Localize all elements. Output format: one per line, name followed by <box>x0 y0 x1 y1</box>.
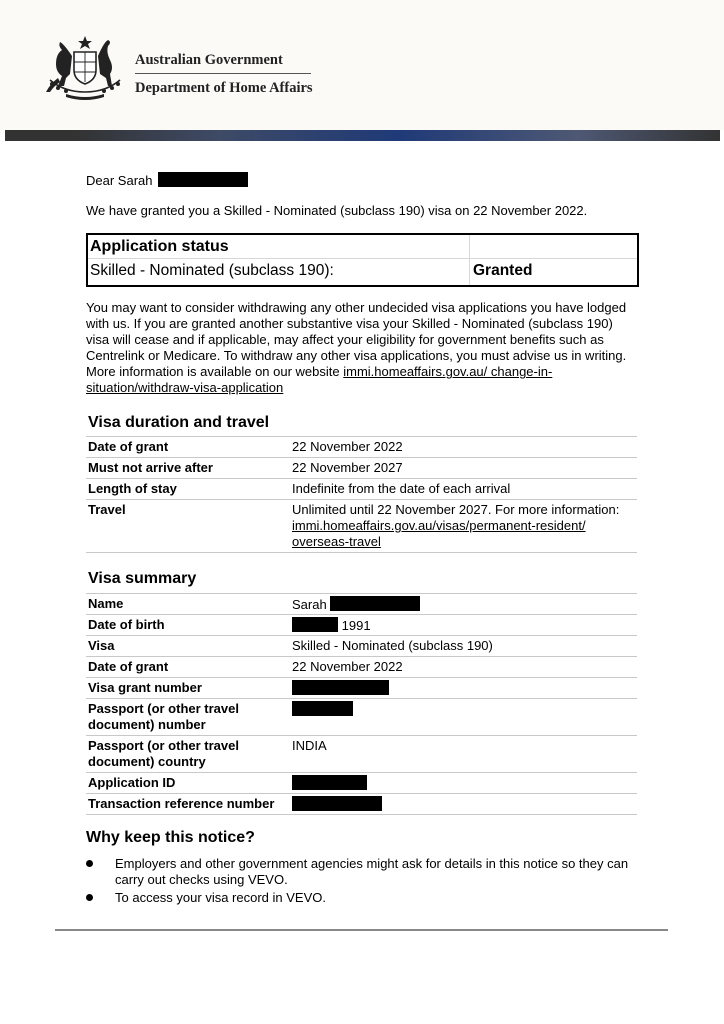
status-column-divider <box>469 235 470 285</box>
row-value <box>292 596 637 613</box>
row-label: Must not arrive after <box>88 460 213 475</box>
redacted-passport-number <box>292 701 353 716</box>
bullet-icon <box>86 894 93 901</box>
why-keep-notice-title: Why keep this notice? <box>86 829 255 846</box>
status-title: Application status <box>90 238 229 255</box>
row-label: Passport (or other travel document) country <box>88 738 239 769</box>
name-value: Sarah <box>292 597 327 612</box>
application-status-box <box>86 233 639 287</box>
row-value <box>292 680 637 697</box>
greeting <box>86 172 248 189</box>
table-row <box>86 479 637 500</box>
grant-statement: We have granted you a Skilled - Nominated (subclass 190) visa on 22 November 2022. <box>86 203 588 218</box>
row-label: Length of stay <box>88 481 177 496</box>
table-row <box>86 458 637 479</box>
row-label: Visa grant number <box>88 680 202 695</box>
withdraw-info-link[interactable]: immi.homeaffairs.gov.au/ change-in-situation/withdraw-visa-application <box>86 364 553 396</box>
status-divider <box>88 258 637 259</box>
table-row <box>86 678 637 699</box>
row-value: INDIA <box>292 738 327 753</box>
row-label: Name <box>88 596 124 611</box>
status-value: Granted <box>473 262 533 279</box>
department-name: Department of Home Affairs <box>135 80 313 96</box>
greeting-text: Dear Sarah <box>86 173 153 188</box>
table-row <box>86 736 637 773</box>
birth-year: 1991 <box>341 618 371 633</box>
duration-section-title: Visa duration and travel <box>88 414 270 431</box>
bullet-icon <box>86 860 93 867</box>
row-label: Date of grant <box>88 659 169 674</box>
row-label: Date of grant <box>88 439 169 454</box>
redacted-surname <box>330 596 420 611</box>
redacted-grant-number <box>292 680 389 695</box>
header-accent-bar <box>5 130 720 141</box>
redacted-transaction-reference <box>292 796 382 811</box>
table-row <box>86 699 637 736</box>
travel-text: Unlimited until 22 November 2027. For more information: <box>292 502 620 517</box>
redacted-application-id <box>292 775 367 790</box>
row-label: Passport (or other travel document) number <box>88 701 239 732</box>
government-name: Australian Government <box>135 52 283 68</box>
coat-of-arms-icon <box>44 34 126 100</box>
table-row <box>86 773 637 794</box>
status-visa-name: Skilled - Nominated (subclass 190): <box>90 262 334 279</box>
duration-table <box>86 436 637 553</box>
row-label: Visa <box>88 638 115 653</box>
table-row <box>86 437 637 458</box>
row-value <box>292 775 637 792</box>
bullet-text: To access your visa record in VEVO. <box>115 890 326 905</box>
row-value <box>292 701 637 718</box>
redacted-surname <box>158 172 248 187</box>
table-row <box>86 657 637 678</box>
row-label: Travel <box>88 502 126 517</box>
summary-table <box>86 593 637 815</box>
footer-divider <box>55 929 668 931</box>
row-label: Application ID <box>88 775 176 790</box>
letterhead <box>0 0 724 130</box>
row-value: 22 November 2022 <box>292 439 403 454</box>
withdraw-notice <box>86 300 636 397</box>
summary-section-title: Visa summary <box>88 570 197 587</box>
row-value: 22 November 2027 <box>292 460 403 475</box>
row-value <box>292 796 637 813</box>
table-row <box>86 794 637 815</box>
letterhead-divider <box>135 73 311 74</box>
table-row <box>86 636 637 657</box>
row-value: 22 November 2022 <box>292 659 403 674</box>
row-label: Date of birth <box>88 617 165 632</box>
overseas-travel-link[interactable]: immi.homeaffairs.gov.au/visas/permanent-resident/ overseas-travel <box>292 518 586 549</box>
row-label: Transaction reference number <box>88 796 275 811</box>
withdraw-notice-text: You may want to consider withdrawing any other undecided visa applications you have lodged with us. If you are granted another substantive visa your Skilled - Nominated (subclass 190) visa will cease and if applicable, may affect your eligibility for government benefits such as Centrelink or Medicare. To withdraw any other visa applications, you must advise us in writing. More information is available on our website <box>86 300 627 380</box>
list-item <box>86 856 636 890</box>
table-row <box>86 615 637 636</box>
row-value <box>292 617 637 634</box>
table-row <box>86 594 637 615</box>
list-item <box>86 890 636 908</box>
table-row <box>86 500 637 553</box>
row-value: Indefinite from the date of each arrival <box>292 481 511 496</box>
row-value: Skilled - Nominated (subclass 190) <box>292 638 493 653</box>
row-value <box>292 502 637 550</box>
bullet-text: Employers and other government agencies might ask for details in this notice so they can carry out checks using VEVO. <box>115 856 629 887</box>
redacted-birth-day-month <box>292 617 338 632</box>
